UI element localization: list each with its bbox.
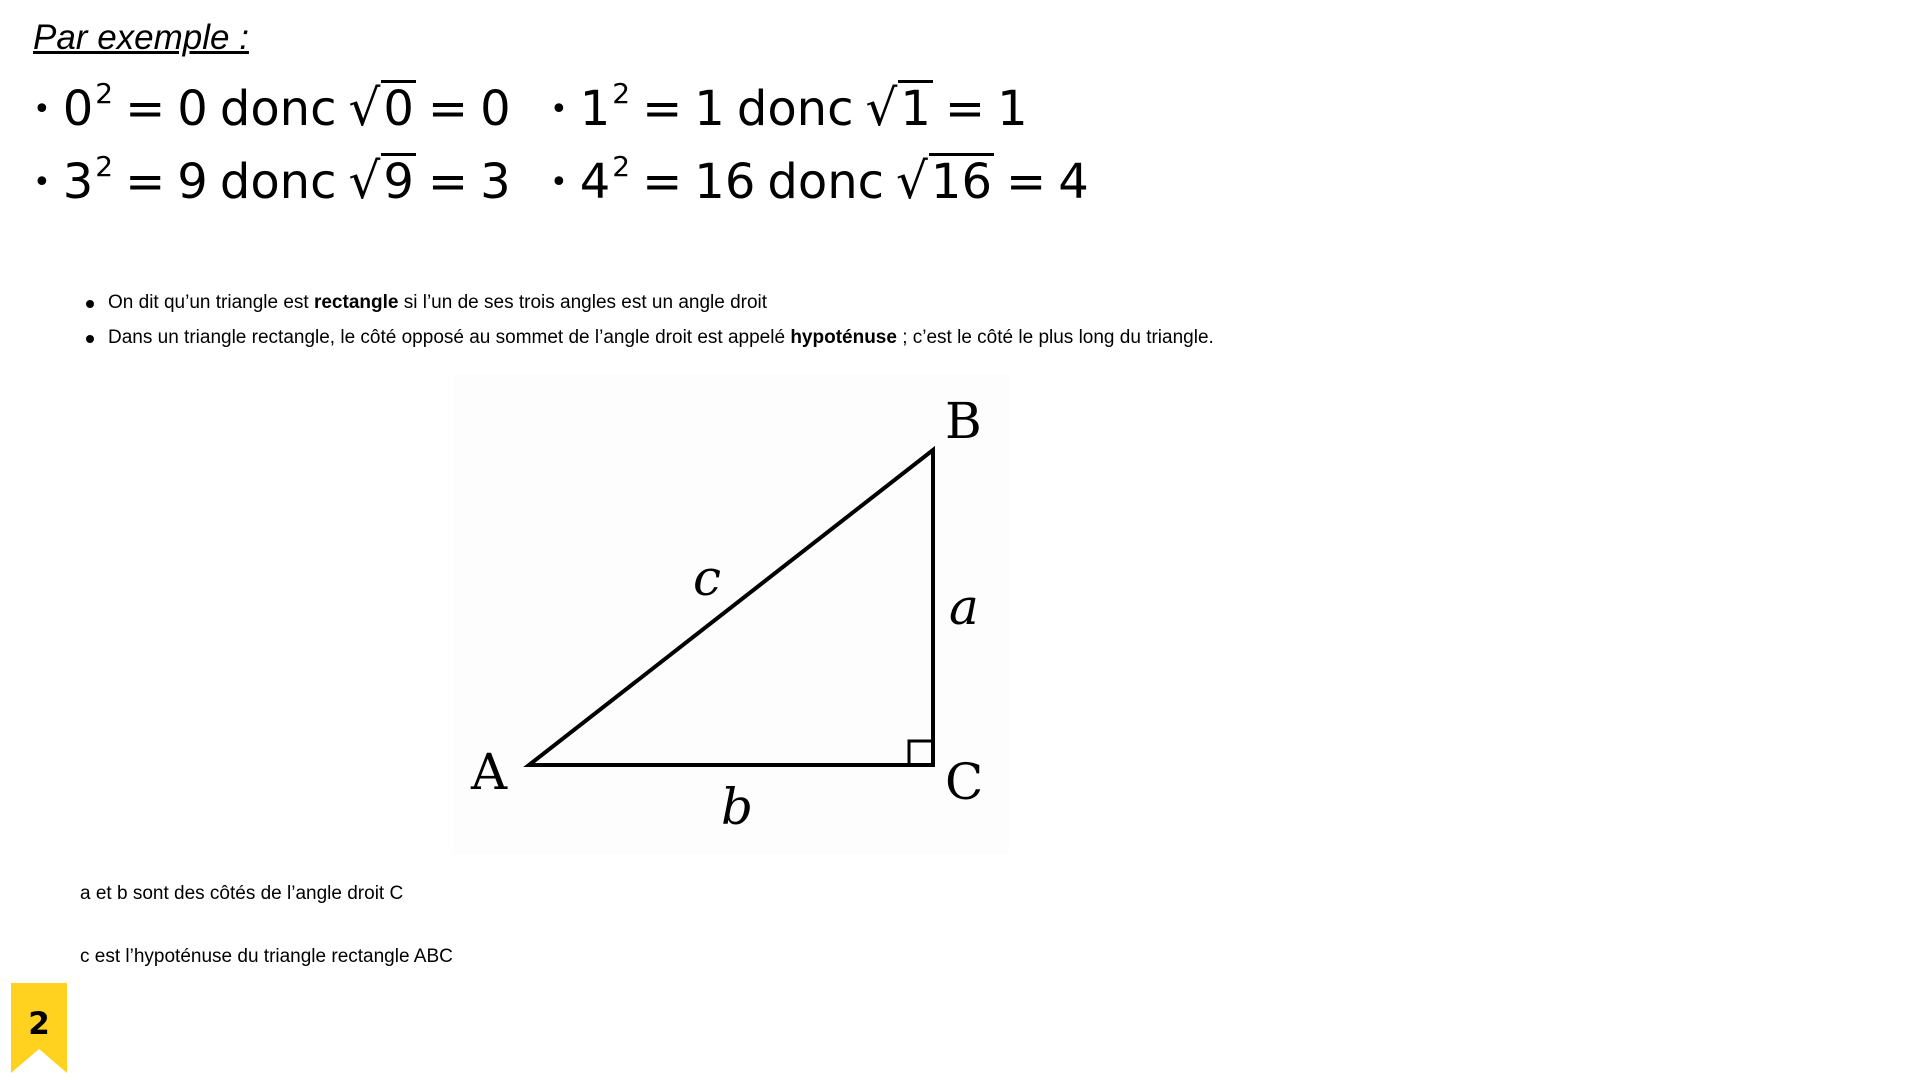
vertex-label-c: C [945,753,984,811]
example-radicand: 9 [383,154,414,210]
square-root-symbol: √ 0 [348,79,414,137]
example-root: 4 [1058,154,1089,210]
triangle-outline [529,450,933,765]
example-exponent: 2 [612,77,631,110]
example-result: 16 [694,154,756,210]
square-root-symbol: √ 16 [896,152,992,210]
side-label-a: a [949,578,979,636]
example-radicand: 1 [900,81,931,137]
example-result: 9 [177,154,208,210]
square-root-symbol: √ 9 [348,152,414,210]
bullet-keyword: rectangle [313,292,399,313]
example-root: 0 [480,81,511,137]
example-exponent: 2 [95,77,114,110]
example-base: 4 [579,154,611,210]
bullet-dot: • [33,92,51,127]
bullet-dot: • [550,165,568,200]
example-square-1: • 1 $^2$ = 1 donc √ 1 = 1 [550,77,1028,137]
page-number: 2 [28,1006,50,1042]
list-item [80,325,1214,360]
section-title: Par exemple : [33,18,249,57]
example-word: donc [736,81,854,137]
bullet-text: On dit qu’un triangle est [108,292,314,313]
example-radicand: 0 [383,81,414,137]
bullet-text: si l’un de ses trois angles est un angle droit [398,292,768,313]
example-result: 0 [177,81,208,137]
bullet-text: ; c’est le côté le plus long du triangle. [896,327,1214,348]
definition-list [80,290,1214,360]
list-item [80,290,1214,325]
vertex-label-b: B [945,392,982,450]
square-root-symbol: √ 1 [865,79,931,137]
example-radicand: 16 [930,154,992,210]
example-square-0: • 0 $^2$ = 0 donc √ 0 = 0 [33,77,511,137]
example-square-3: • 3 $^2$ = 9 donc √ 9 = 3 [33,150,511,210]
example-base: 1 [579,81,611,137]
side-label-c: c [693,549,722,607]
right-angle-marker [909,741,933,765]
example-root: 1 [997,81,1028,137]
example-root: 3 [480,154,511,210]
example-base: 3 [62,154,94,210]
note-legs: a et b sont des côtés de l’angle droit C [80,883,404,904]
example-base: 0 [62,81,94,137]
example-word: donc [767,154,885,210]
example-result: 1 [694,81,725,137]
example-word: donc [219,154,337,210]
right-triangle-diagram [453,374,1009,854]
page-number-badge [11,983,67,1073]
bullet-keyword: hypoténuse [790,327,897,348]
example-square-4: • 4 $^2$ = 16 donc √ 16 = 4 [550,150,1089,210]
side-label-b: b [721,778,754,836]
bullet-dot: • [33,165,51,200]
vertex-label-a: A [471,743,508,801]
bullet-text: Dans un triangle rectangle, le côté opposé au sommet de l’angle droit est appelé [108,327,791,348]
example-exponent: 2 [612,150,631,183]
bullet-dot: • [550,92,568,127]
example-exponent: 2 [95,150,114,183]
example-word: donc [219,81,337,137]
note-hypotenuse: c est l’hypoténuse du triangle rectangle ABC [80,946,453,967]
